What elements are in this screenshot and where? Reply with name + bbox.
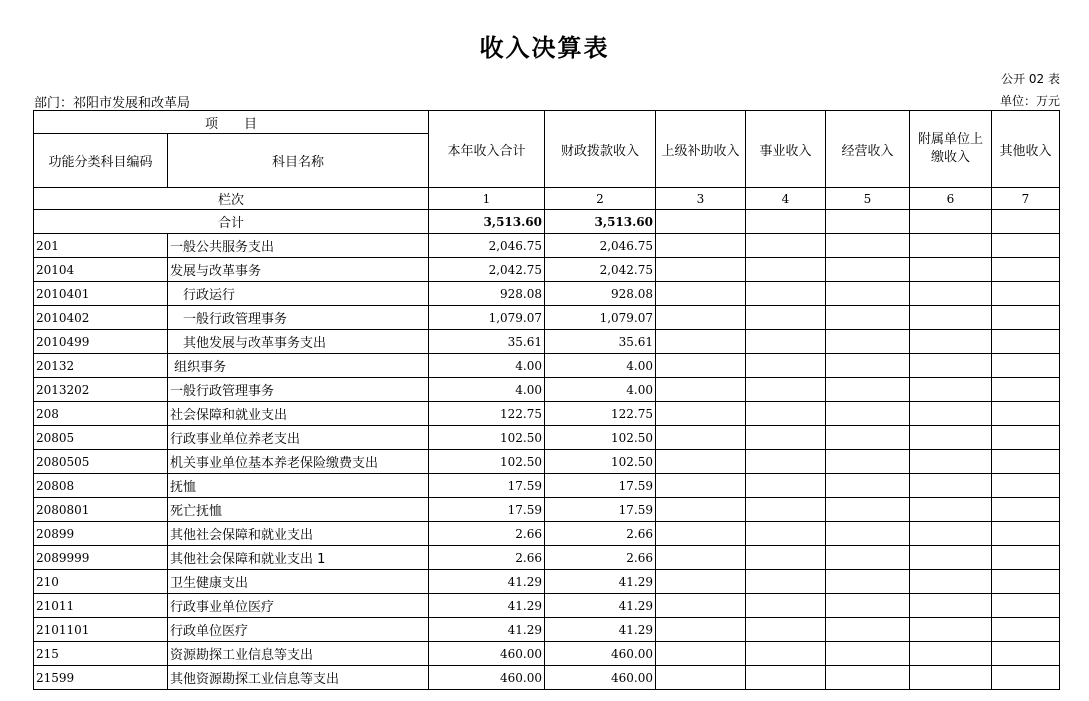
fiscal-income-cell: 4.00 <box>545 354 656 378</box>
empty-cell <box>992 330 1060 354</box>
table-row <box>34 498 1060 522</box>
empty-cell <box>992 354 1060 378</box>
empty-cell <box>826 618 910 642</box>
table-row <box>34 594 1060 618</box>
fiscal-income-cell: 460.00 <box>545 642 656 666</box>
fiscal-income-cell: 41.29 <box>545 570 656 594</box>
empty-cell <box>656 570 746 594</box>
empty-cell <box>910 306 992 330</box>
empty-cell <box>656 234 746 258</box>
empty-cell <box>910 594 992 618</box>
fiscal-income-cell: 460.00 <box>545 666 656 690</box>
header-column-no: 栏次 <box>34 188 429 210</box>
empty-cell <box>746 570 826 594</box>
total-income-cell: 460.00 <box>429 666 545 690</box>
subject-code-cell: 201 <box>34 234 168 258</box>
empty-cell <box>656 330 746 354</box>
empty-cell <box>826 546 910 570</box>
empty-cell <box>992 282 1060 306</box>
table-row <box>34 306 1060 330</box>
subject-code-cell: 20104 <box>34 258 168 282</box>
empty-cell <box>656 402 746 426</box>
subject-name-cell: 发展与改革事务 <box>168 258 429 282</box>
empty-cell <box>992 378 1060 402</box>
empty-cell <box>992 642 1060 666</box>
header-superior: 上级补助收入 <box>656 111 746 188</box>
subject-name-cell: 组织事务 <box>168 354 429 378</box>
empty-cell <box>992 306 1060 330</box>
table-row <box>34 522 1060 546</box>
empty-cell <box>656 306 746 330</box>
total-income-cell: 4.00 <box>429 378 545 402</box>
empty-cell <box>910 258 992 282</box>
empty-cell <box>746 402 826 426</box>
empty-cell <box>656 642 746 666</box>
col-no: 6 <box>910 188 992 210</box>
table-row <box>34 378 1060 402</box>
header-business: 事业收入 <box>746 111 826 188</box>
total-income-cell: 17.59 <box>429 498 545 522</box>
empty-cell <box>826 378 910 402</box>
fiscal-income-cell: 2.66 <box>545 522 656 546</box>
subject-name-cell: 其他社会保障和就业支出 1 <box>168 546 429 570</box>
header-total: 本年收入合计 <box>429 111 545 188</box>
empty-cell <box>656 258 746 282</box>
empty-cell <box>746 594 826 618</box>
empty-cell <box>910 498 992 522</box>
total-income-cell: 41.29 <box>429 594 545 618</box>
empty-cell <box>656 210 746 234</box>
total-income-cell: 2.66 <box>429 546 545 570</box>
empty-cell <box>746 426 826 450</box>
fiscal-income-cell: 2,042.75 <box>545 258 656 282</box>
empty-cell <box>992 426 1060 450</box>
empty-cell <box>746 450 826 474</box>
empty-cell <box>746 330 826 354</box>
empty-cell <box>992 666 1060 690</box>
empty-cell <box>826 258 910 282</box>
table-row <box>34 402 1060 426</box>
fiscal-income-cell: 1,079.07 <box>545 306 656 330</box>
total-income-cell: 4.00 <box>429 354 545 378</box>
empty-cell <box>656 282 746 306</box>
subject-name-cell: 行政事业单位医疗 <box>168 594 429 618</box>
empty-cell <box>656 618 746 642</box>
empty-cell <box>910 450 992 474</box>
sum-fiscal: 3,513.60 <box>545 210 656 234</box>
total-income-cell: 122.75 <box>429 402 545 426</box>
header-fiscal: 财政拨款收入 <box>545 111 656 188</box>
empty-cell <box>910 330 992 354</box>
empty-cell <box>826 570 910 594</box>
header-item: 项 目 <box>34 111 429 134</box>
empty-cell <box>746 306 826 330</box>
header-other: 其他收入 <box>992 111 1060 188</box>
empty-cell <box>910 426 992 450</box>
subject-name-cell: 其他社会保障和就业支出 <box>168 522 429 546</box>
empty-cell <box>656 594 746 618</box>
empty-cell <box>992 498 1060 522</box>
empty-cell <box>746 474 826 498</box>
total-income-cell: 41.29 <box>429 618 545 642</box>
empty-cell <box>656 546 746 570</box>
total-income-cell: 35.61 <box>429 330 545 354</box>
empty-cell <box>746 666 826 690</box>
total-income-cell: 2,046.75 <box>429 234 545 258</box>
subject-name-cell: 一般行政管理事务 <box>168 306 429 330</box>
empty-cell <box>826 522 910 546</box>
total-income-cell: 928.08 <box>429 282 545 306</box>
empty-cell <box>656 354 746 378</box>
subject-code-cell: 210 <box>34 570 168 594</box>
header-operating: 经营收入 <box>826 111 910 188</box>
empty-cell <box>992 402 1060 426</box>
empty-cell <box>656 378 746 402</box>
subject-name-cell: 卫生健康支出 <box>168 570 429 594</box>
subject-name-cell: 行政运行 <box>168 282 429 306</box>
empty-cell <box>826 402 910 426</box>
empty-cell <box>992 546 1060 570</box>
subject-code-cell: 20808 <box>34 474 168 498</box>
fiscal-income-cell: 2.66 <box>545 546 656 570</box>
empty-cell <box>826 642 910 666</box>
fiscal-income-cell: 4.00 <box>545 378 656 402</box>
subject-name-cell: 一般行政管理事务 <box>168 378 429 402</box>
empty-cell <box>992 258 1060 282</box>
fiscal-income-cell: 102.50 <box>545 450 656 474</box>
empty-cell <box>826 282 910 306</box>
empty-cell <box>910 522 992 546</box>
fiscal-income-cell: 102.50 <box>545 426 656 450</box>
subject-name-cell: 资源勘探工业信息等支出 <box>168 642 429 666</box>
empty-cell <box>746 522 826 546</box>
col-no: 2 <box>545 188 656 210</box>
table-row <box>34 546 1060 570</box>
empty-cell <box>910 474 992 498</box>
header-affiliated: 附属单位上缴收入 <box>910 111 992 188</box>
subject-code-cell: 2080505 <box>34 450 168 474</box>
empty-cell <box>826 306 910 330</box>
form-number: 公开 02 表 <box>1001 72 1060 86</box>
col-no: 5 <box>826 188 910 210</box>
subject-code-cell: 20805 <box>34 426 168 450</box>
fiscal-income-cell: 122.75 <box>545 402 656 426</box>
empty-cell <box>992 594 1060 618</box>
fiscal-income-cell: 928.08 <box>545 282 656 306</box>
total-income-cell: 17.59 <box>429 474 545 498</box>
empty-cell <box>656 426 746 450</box>
fiscal-income-cell: 35.61 <box>545 330 656 354</box>
subject-code-cell: 21599 <box>34 666 168 690</box>
total-income-cell: 102.50 <box>429 426 545 450</box>
subject-name-cell: 其他发展与改革事务支出 <box>168 330 429 354</box>
empty-cell <box>826 450 910 474</box>
total-income-cell: 460.00 <box>429 642 545 666</box>
empty-cell <box>656 450 746 474</box>
empty-cell <box>910 642 992 666</box>
empty-cell <box>826 594 910 618</box>
empty-cell <box>656 522 746 546</box>
empty-cell <box>746 546 826 570</box>
empty-cell <box>910 234 992 258</box>
empty-cell <box>826 330 910 354</box>
income-final-accounts-table <box>33 110 1060 690</box>
fiscal-income-cell: 17.59 <box>545 474 656 498</box>
total-income-cell: 102.50 <box>429 450 545 474</box>
header-code: 功能分类科目编码 <box>34 134 168 188</box>
subject-name-cell: 机关事业单位基本养老保险缴费支出 <box>168 450 429 474</box>
subject-name-cell: 社会保障和就业支出 <box>168 402 429 426</box>
empty-cell <box>746 354 826 378</box>
empty-cell <box>992 522 1060 546</box>
empty-cell <box>656 474 746 498</box>
empty-cell <box>910 210 992 234</box>
subject-name-cell: 一般公共服务支出 <box>168 234 429 258</box>
subject-code-cell: 2080801 <box>34 498 168 522</box>
empty-cell <box>910 546 992 570</box>
empty-cell <box>746 234 826 258</box>
table-row <box>34 282 1060 306</box>
empty-cell <box>746 618 826 642</box>
empty-cell <box>992 210 1060 234</box>
col-no: 7 <box>992 188 1060 210</box>
sum-label: 合计 <box>34 210 429 234</box>
empty-cell <box>826 426 910 450</box>
empty-cell <box>992 234 1060 258</box>
subject-code-cell: 2101101 <box>34 618 168 642</box>
table-row <box>34 570 1060 594</box>
empty-cell <box>746 498 826 522</box>
empty-cell <box>910 378 992 402</box>
empty-cell <box>826 234 910 258</box>
fiscal-income-cell: 41.29 <box>545 618 656 642</box>
empty-cell <box>910 618 992 642</box>
subject-name-cell: 其他资源勘探工业信息等支出 <box>168 666 429 690</box>
table-row <box>34 354 1060 378</box>
col-no: 3 <box>656 188 746 210</box>
table-row <box>34 450 1060 474</box>
empty-cell <box>826 474 910 498</box>
subject-code-cell: 2010402 <box>34 306 168 330</box>
subject-code-cell: 208 <box>34 402 168 426</box>
empty-cell <box>992 474 1060 498</box>
table-row <box>34 426 1060 450</box>
table-row <box>34 618 1060 642</box>
total-income-cell: 1,079.07 <box>429 306 545 330</box>
empty-cell <box>656 498 746 522</box>
unit-label: 单位：万元 <box>999 94 1060 108</box>
total-income-cell: 41.29 <box>429 570 545 594</box>
empty-cell <box>910 282 992 306</box>
empty-cell <box>826 666 910 690</box>
subject-code-cell: 21011 <box>34 594 168 618</box>
empty-cell <box>910 666 992 690</box>
empty-cell <box>910 354 992 378</box>
sum-total: 3,513.60 <box>429 210 545 234</box>
table-row <box>34 474 1060 498</box>
subject-name-cell: 死亡抚恤 <box>168 498 429 522</box>
empty-cell <box>746 282 826 306</box>
empty-cell <box>746 258 826 282</box>
empty-cell <box>992 570 1060 594</box>
subject-name-cell: 行政事业单位养老支出 <box>168 426 429 450</box>
subject-code-cell: 2013202 <box>34 378 168 402</box>
empty-cell <box>746 642 826 666</box>
subject-code-cell: 2089999 <box>34 546 168 570</box>
empty-cell <box>910 402 992 426</box>
subject-code-cell: 20899 <box>34 522 168 546</box>
table-row <box>34 234 1060 258</box>
table-row <box>34 642 1060 666</box>
fiscal-income-cell: 17.59 <box>545 498 656 522</box>
department-label: 部门：祁阳市发展和改革局 <box>34 96 191 111</box>
subject-code-cell: 2010499 <box>34 330 168 354</box>
subject-code-cell: 2010401 <box>34 282 168 306</box>
empty-cell <box>746 378 826 402</box>
subject-code-cell: 20132 <box>34 354 168 378</box>
empty-cell <box>656 666 746 690</box>
empty-cell <box>992 618 1060 642</box>
table-row <box>34 258 1060 282</box>
total-income-cell: 2,042.75 <box>429 258 545 282</box>
total-income-cell: 2.66 <box>429 522 545 546</box>
subject-name-cell: 行政单位医疗 <box>168 618 429 642</box>
sum-row <box>34 210 1060 234</box>
table-row <box>34 330 1060 354</box>
empty-cell <box>910 570 992 594</box>
fiscal-income-cell: 2,046.75 <box>545 234 656 258</box>
page-title: 收入决算表 <box>479 33 610 62</box>
empty-cell <box>746 210 826 234</box>
empty-cell <box>826 210 910 234</box>
col-no: 1 <box>429 188 545 210</box>
empty-cell <box>826 498 910 522</box>
empty-cell <box>826 354 910 378</box>
subject-name-cell: 抚恤 <box>168 474 429 498</box>
col-no: 4 <box>746 188 826 210</box>
header-name: 科目名称 <box>168 134 429 188</box>
table-row <box>34 666 1060 690</box>
subject-code-cell: 215 <box>34 642 168 666</box>
fiscal-income-cell: 41.29 <box>545 594 656 618</box>
empty-cell <box>992 450 1060 474</box>
